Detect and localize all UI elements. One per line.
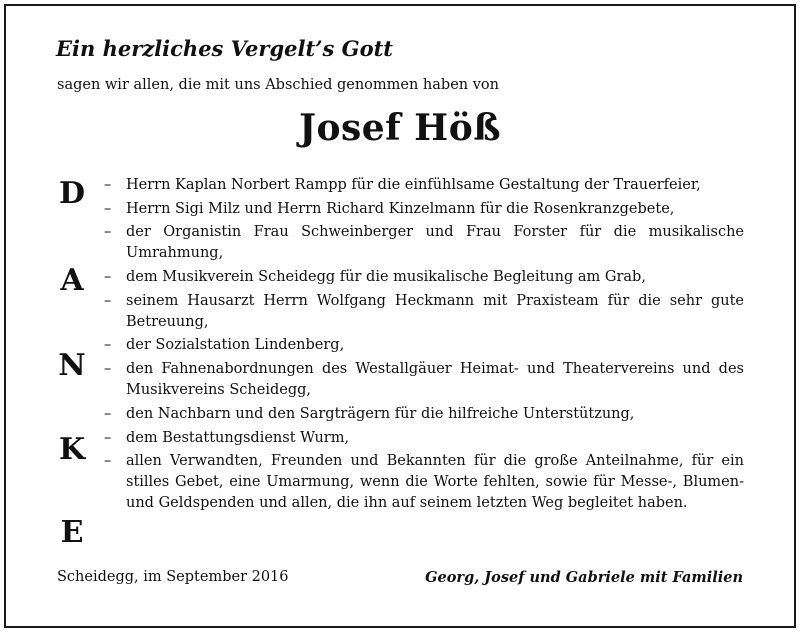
thanks-item xyxy=(104,291,744,333)
thanks-item-text: dem Bestattungsdienst Wurm, xyxy=(126,429,350,446)
place-date: Scheidegg, im September 2016 xyxy=(57,569,289,585)
danke-letter-a: A xyxy=(60,263,84,298)
thanks-item-text: der Sozialstation Lindenberg, xyxy=(126,337,345,354)
thanks-item xyxy=(104,404,744,425)
thanks-item xyxy=(104,199,744,220)
thanks-item-text: Herrn Kaplan Norbert Rampp für die einfühlsame Gestaltung der Trauerfeier, xyxy=(126,177,701,193)
thanks-item-text: allen Verwandten, Freunden und Bekannten für die große Anteilnahme, für ein stilles Gebet, eine Umarmung, wenn die Worte fehlten, sowie für Messe-, Blumen- und Geldspenden und allen, die ihn auf seinem letzten Weg begleitet haben. xyxy=(126,453,744,512)
dash-bullet: – xyxy=(104,224,112,241)
thanks-item xyxy=(104,335,744,356)
thanks-item-text: dem Musikverein Scheidegg für die musikalische Begleitung am Grab, xyxy=(126,269,646,286)
thanks-item xyxy=(104,267,744,288)
dash-bullet: – xyxy=(104,200,112,217)
thanks-item xyxy=(104,222,744,264)
thanks-item xyxy=(104,175,744,196)
dash-bullet: – xyxy=(104,361,112,378)
thanks-item xyxy=(104,451,744,514)
dash-bullet: – xyxy=(104,292,112,309)
danke-letter-k: K xyxy=(58,432,86,467)
thanks-item-text: seinem Hausarzt Herrn Wolfgang Heckmann mit Praxisteam für die sehr gute Betreuung, xyxy=(126,292,744,330)
danke-letter-n: N xyxy=(58,348,86,383)
thanks-item xyxy=(104,428,744,449)
thanks-item-text: der Organistin Frau Schweinberger und Frau Forster für die musikalische Umrahmung, xyxy=(126,224,744,262)
deceased-name: Josef Höß xyxy=(298,107,502,149)
dash-bullet: – xyxy=(104,177,112,193)
dash-bullet: – xyxy=(104,429,112,446)
thanks-item-text: den Nachbarn und den Sargträgern für die hilfreiche Unterstützung, xyxy=(126,405,635,422)
dash-bullet: – xyxy=(104,405,112,422)
notice-heading: Ein herzliches Vergelt’s Gott xyxy=(56,36,393,61)
dash-bullet: – xyxy=(104,453,112,470)
thanks-item xyxy=(104,359,744,401)
signature: Georg, Josef und Gabriele mit Familien xyxy=(425,569,743,586)
danke-letter-d: D xyxy=(58,176,85,211)
thanks-item-text: Herrn Sigi Milz und Herrn Richard Kinzelmann für die Rosenkranzgebete, xyxy=(126,200,675,217)
dash-bullet: – xyxy=(104,269,112,286)
thanks-list xyxy=(104,175,744,517)
danke-letter-e: E xyxy=(60,515,84,550)
dash-bullet: – xyxy=(104,337,112,354)
notice-subline: sagen wir allen, die mit uns Abschied genommen haben von xyxy=(57,77,499,93)
thanks-item-text: den Fahnenabordnungen des Westallgäuer Heimat- und Theatervereins und des Musikvereins Scheidegg, xyxy=(126,361,744,399)
